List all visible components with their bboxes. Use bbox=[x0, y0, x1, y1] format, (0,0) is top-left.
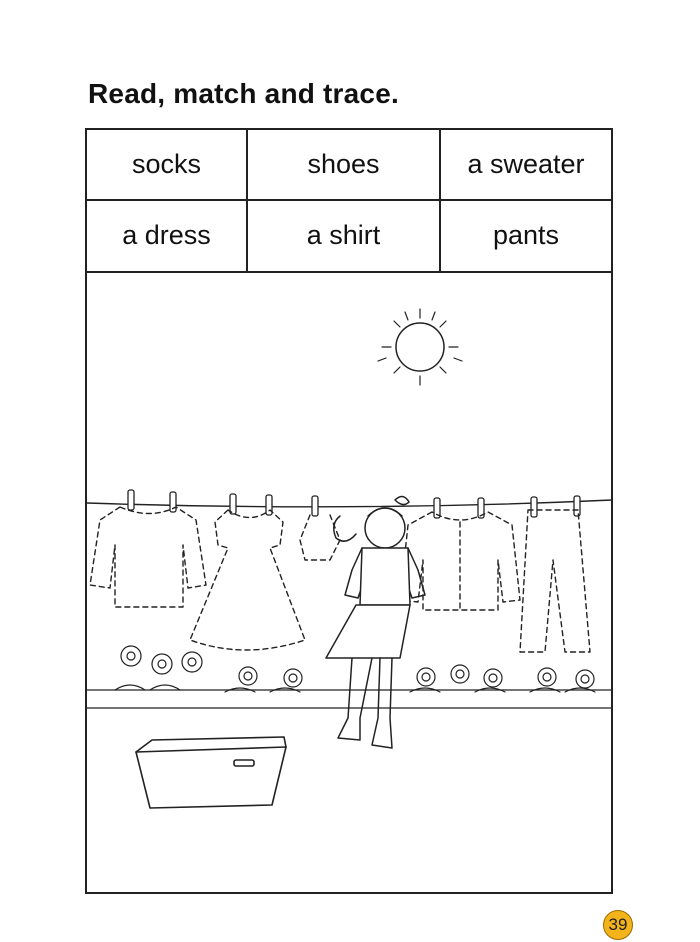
pants-trace bbox=[520, 510, 590, 652]
word-cell[interactable]: a dress bbox=[87, 201, 248, 272]
word-cell[interactable]: pants bbox=[492, 220, 560, 251]
word-cell[interactable]: socks bbox=[87, 130, 248, 201]
sweater-trace bbox=[90, 507, 206, 607]
dress-trace bbox=[190, 510, 305, 650]
sun-icon bbox=[378, 309, 462, 385]
word-cell[interactable]: shoes bbox=[248, 130, 441, 201]
word-cell[interactable]: a shirt bbox=[248, 201, 441, 272]
laundry-basket bbox=[136, 737, 286, 808]
girl-figure bbox=[326, 496, 425, 748]
page-number-badge: 39 bbox=[603, 910, 633, 940]
word-cell[interactable]: a sweater bbox=[441, 130, 611, 201]
instruction-heading: Read, match and trace. bbox=[88, 78, 399, 109]
